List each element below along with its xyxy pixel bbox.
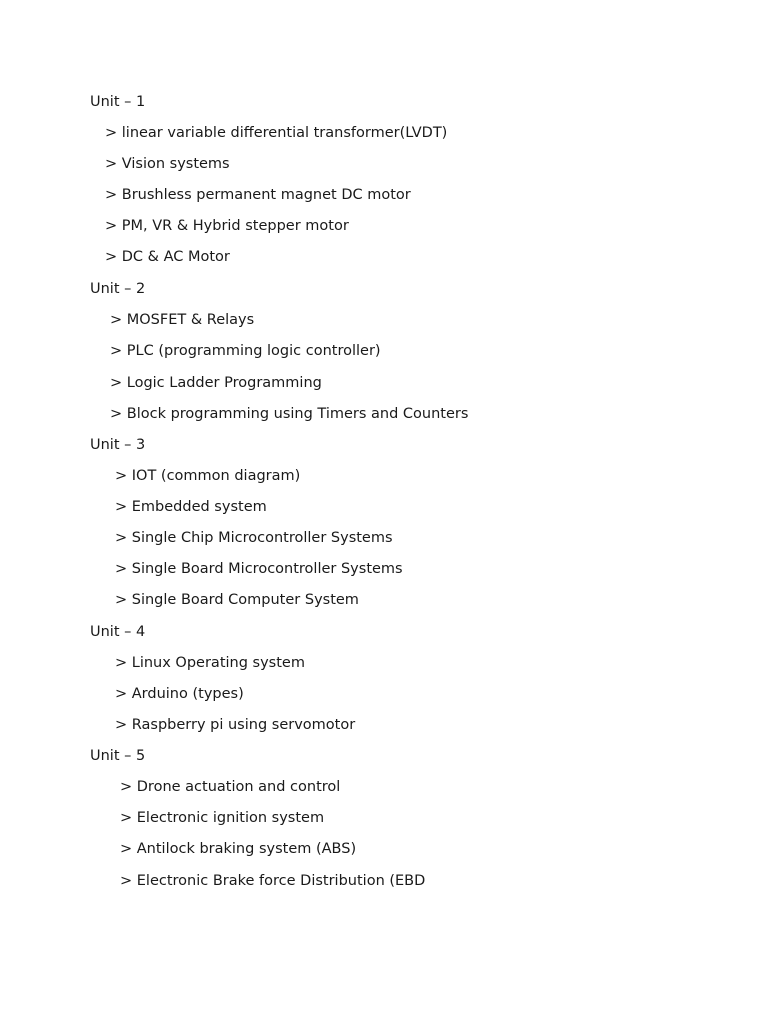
list-item: > Block programming using Timers and Counters xyxy=(110,406,469,422)
list-item: > Single Board Microcontroller Systems xyxy=(115,561,403,577)
list-item: > PM, VR & Hybrid stepper motor xyxy=(105,218,349,234)
list-item: > Linux Operating system xyxy=(115,655,305,671)
list-item: > Electronic Brake force Distribution (EBD xyxy=(120,873,426,889)
unit-4-heading: Unit – 4 xyxy=(90,624,146,640)
list-item: > Brushless permanent magnet DC motor xyxy=(105,187,411,203)
list-item: > Antilock braking system (ABS) xyxy=(120,841,357,857)
list-item: > Raspberry pi using servomotor xyxy=(115,717,356,733)
unit-2-heading: Unit – 2 xyxy=(90,281,146,297)
list-item: > Electronic ignition system xyxy=(120,810,325,826)
list-item: > Single Board Computer System xyxy=(115,592,359,608)
list-item: > Vision systems xyxy=(105,156,230,172)
unit-5-heading: Unit – 5 xyxy=(90,748,146,764)
list-item: > PLC (programming logic controller) xyxy=(110,343,381,359)
list-item: > linear variable differential transformer(LVDT) xyxy=(105,125,448,141)
list-item: > MOSFET & Relays xyxy=(110,312,255,328)
list-item: > Embedded system xyxy=(115,499,267,515)
list-item: > Arduino (types) xyxy=(115,686,244,702)
list-item: > IOT (common diagram) xyxy=(115,468,301,484)
list-item: > Logic Ladder Programming xyxy=(110,375,322,391)
unit-3-heading: Unit – 3 xyxy=(90,437,146,453)
list-item: > Drone actuation and control xyxy=(120,779,341,795)
list-item: > DC & AC Motor xyxy=(105,249,230,265)
unit-1-heading: Unit – 1 xyxy=(90,94,146,110)
list-item: > Single Chip Microcontroller Systems xyxy=(115,530,393,546)
